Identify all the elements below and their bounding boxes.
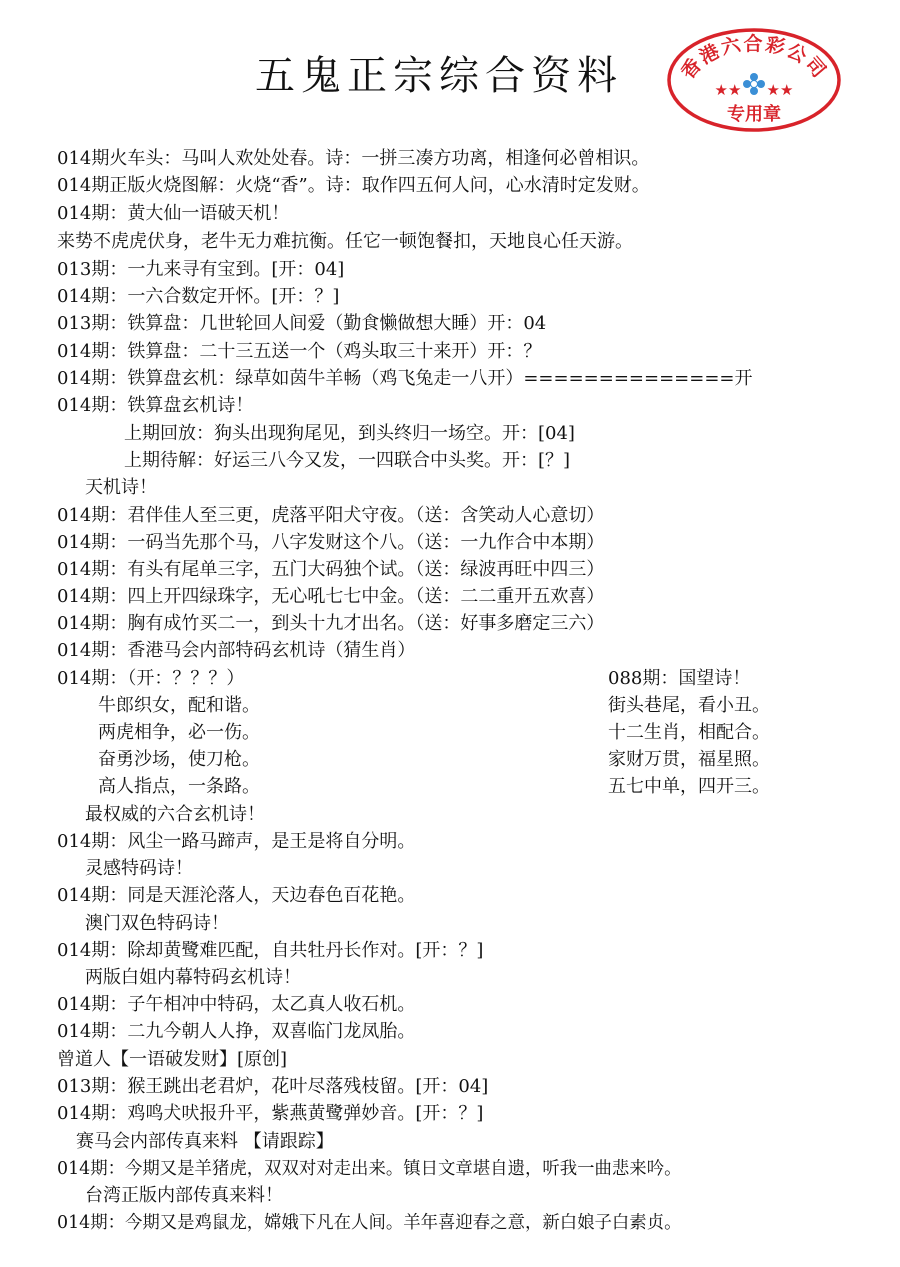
- seal-top-text: 香港六合彩公司: [676, 33, 832, 84]
- section-heading: 天机诗！: [85, 477, 157, 498]
- text-line: 014期：君伴佳人至三更，虎落平阳犬守夜。（送：含笑动人心意切）: [57, 505, 605, 526]
- text-line: 014期：二九今朝人人挣，双喜临门龙凤胎。: [57, 1021, 416, 1042]
- right-poem-line: 十二生肖，相配合。: [608, 722, 770, 743]
- text-line: 014期：（开：？？？）: [57, 668, 245, 689]
- right-poem-line: 家财万贯，福星照。: [608, 749, 770, 770]
- text-line: 013期：铁算盘：几世轮回人间爱（勤食懒做想大睡）开：04: [57, 313, 547, 334]
- text-line: 014期：一六合数定开怀。[开：？]: [57, 286, 340, 307]
- text-line: 奋勇沙场，使刀枪。: [98, 749, 260, 770]
- section-heading: 灵感特码诗！: [85, 858, 193, 879]
- text-line: 014期：今期又是羊猪虎，双双对对走出来。镇日文章堪自遗，听我一曲悲来吟。: [57, 1159, 682, 1179]
- text-line: 014期：今期又是鸡鼠龙，嫦娥下凡在人间。羊年喜迎春之意，新白娘子白素贞。: [57, 1213, 682, 1233]
- section-heading: 两版白姐内幕特码玄机诗！: [85, 967, 301, 988]
- text-line: 014期火车头：马叫人欢处处春。诗：一拼三凑方功离，相逢何必曾相识。: [57, 148, 650, 169]
- text-line: 013期：猴王跳出老君炉，花叶尽落残枝留。[开：04]: [57, 1076, 489, 1097]
- text-line: 014期：鸡鸣犬吠报升平，紫燕黄鹭弹妙音。[开：？]: [57, 1103, 484, 1124]
- text-line: 两虎相争，必一伤。: [98, 722, 260, 743]
- text-line: 014期：风尘一路马蹄声，是王是将自分明。: [57, 831, 416, 852]
- text-line: 牛郎织女，配和谐。: [98, 695, 260, 716]
- section-heading: 最权威的六合玄机诗！: [85, 804, 265, 825]
- text-line: 014期：铁算盘玄机：绿草如茵牛羊畅（鸡飞兔走一八开）==============开: [57, 368, 753, 389]
- text-line: 014期：同是天涯沦落人，天边春色百花艳。: [57, 885, 416, 906]
- section-heading: 台湾正版内部传真来料！: [85, 1185, 283, 1206]
- text-line: 上期回放：狗头出现狗尾见，到头终归一场空。开：[04]: [124, 423, 575, 444]
- right-poem-line: 五七中单，四开三。: [608, 776, 770, 797]
- section-heading: 赛马会内部传真来料 【请跟踪】: [76, 1131, 334, 1152]
- page-title: 五鬼正宗综合资料: [255, 53, 623, 99]
- seal-stars-right: ★★: [766, 81, 794, 99]
- text-line: 014期正版火烧图解：火烧“香”。诗：取作四五何人问，心水清时定发财。: [57, 175, 650, 196]
- text-line: 014期：铁算盘玄机诗！: [57, 395, 254, 416]
- seal-stars-left: ★★: [714, 81, 742, 99]
- text-line: 014期：胸有成竹买二一，到头十九才出名。（送：好事多磨定三六）: [57, 613, 605, 634]
- text-line: 014期：香港马会内部特码玄机诗（猜生肖）: [57, 640, 416, 661]
- section-heading: 澳门双色特码诗！: [85, 913, 229, 934]
- text-line: 013期：一九来寻有宝到。[开：04]: [57, 259, 345, 280]
- text-line: 014期：铁算盘：二十三五送一个（鸡头取三十来开）开：？: [57, 341, 542, 362]
- text-line: 上期待解：好运三八今又发，一四联合中头奖。开：[？]: [124, 450, 571, 471]
- text-line: 014期：一码当先那个马，八字发财这个八。（送：一九作合中本期）: [57, 532, 605, 553]
- right-poem-title: 088期：国望诗！: [608, 668, 751, 689]
- text-line: 014期：除却黄鹭难匹配，自共牡丹长作对。[开：？]: [57, 940, 484, 961]
- text-line: 014期：有头有尾单三字，五门大码独个试。（送：绿波再旺中四三）: [57, 559, 605, 580]
- text-line: 014期：四上开四绿珠字，无心吼七七中金。（送：二二重开五欢喜）: [57, 586, 605, 607]
- text-line: 高人指点，一条路。: [98, 776, 260, 797]
- section-heading: 曾道人【一语破发财】[原创]: [57, 1049, 288, 1070]
- right-poem-line: 街头巷尾，看小丑。: [608, 695, 770, 716]
- text-line: 来势不虎虎伏身，老牛无力难抗衡。任它一顿饱餐扣，天地良心任天游。: [57, 231, 633, 252]
- text-line: 014期：子午相冲中特码，太乙真人收石机。: [57, 994, 416, 1015]
- seal-bottom-text: 专用章: [727, 104, 781, 125]
- text-line: 014期：黄大仙一语破天机！: [57, 203, 290, 224]
